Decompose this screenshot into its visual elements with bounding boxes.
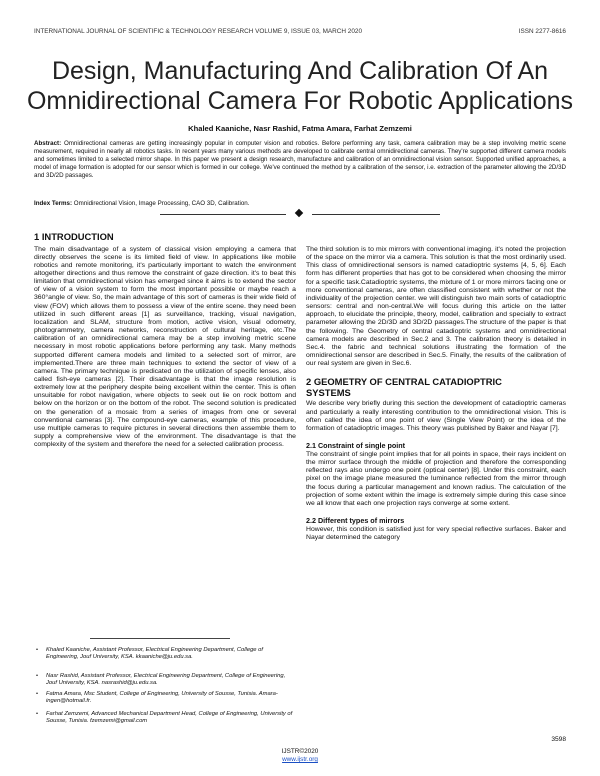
subsection-2-1-heading: 2.1 Constraint of single point <box>306 440 406 450</box>
diamond-icon <box>295 209 303 217</box>
divider-line-right <box>312 214 440 215</box>
footnote-rule <box>90 638 230 639</box>
bullet-icon: • <box>36 647 39 653</box>
footnote-1 <box>34 647 296 662</box>
footer-website-link[interactable]: www.ijstr.org <box>282 756 318 763</box>
subsection-2-2-paragraph: However, this condition is satisfied just for very special reflective surfaces. Baker and Nayar determined the category <box>306 526 566 542</box>
right-column <box>306 246 566 542</box>
footnote-3-text: Fatma Amara, Msc Student, College of Engineering, University of Sousse, Tunisia. Amara-ingen@hotmail.fr. <box>46 691 278 705</box>
section-divider <box>160 209 440 219</box>
section-2-paragraph: We describe very briefly during this section the development of catadioptric cameras and particularly a really interesting contribution to the omnidirectional vision. This is often called the idea of one point of view (Single View Point) or the idea of the formation of catadioptric images. This theory was published by Baker and Nayar [7]. <box>306 400 566 432</box>
footnote-4-text: Farhat Zemzemi, Advanced Mechanical Department Head, College of Engineering, University of Sousse, Tunisia. fzemzemi@gmail.com <box>46 711 293 725</box>
left-column <box>34 232 296 449</box>
index-terms-text: Omnidirectional Vision, Image Processing, CAO 3D, Calibration. <box>73 200 250 207</box>
page-number: 3598 <box>551 736 566 743</box>
bullet-icon: • <box>36 673 39 679</box>
footnote-3 <box>34 691 296 706</box>
author-list: Khaled Kaaniche, Nasr Rashid, Fatma Amara, Farhat Zemzemi <box>188 124 412 133</box>
journal-name: INTERNATIONAL JOURNAL OF SCIENTIFIC & TECHNOLOGY RESEARCH VOLUME 9, ISSUE 03, MARCH 2020 <box>34 28 363 35</box>
footnote-1-text: Khaled Kaaniche, Assistant Professor, Electrical Engineering Department, College of Engineering, Jouf University, KSA. kkaaniche@ju.edu.sa. <box>46 647 263 661</box>
bullet-icon: • <box>36 691 39 697</box>
footnote-2-text: Nasr Rashid, Assistant Professor, Electrical Engineering Department, College of Engineering, Jouf University, KSA. nasrashid@ju.edu.sa. <box>46 673 286 687</box>
title-line-1: Design, Manufacturing And Calibration Of An <box>51 57 549 85</box>
divider-line-left <box>160 214 286 215</box>
footnote-4 <box>34 711 296 726</box>
section-1-heading: 1 INTRODUCTION <box>34 231 114 242</box>
running-header <box>34 28 566 40</box>
section-1-paragraph: The main disadvantage of a system of classical vision employing a camera that directly observes the scene is its limited field of view. In applications like mobile robotics and remote monitoring, it's particularly important to watch the environment altogether directions and thus remove the constraint of gaze direction. it's to beat this limitation that omnidirectional vision has emerged since it aims is to extend the sector of view of a vision system to form the most important possible or maybe reach a 360°angle of view. So, the main advantage of this sort of cameras is their wide field of view (FOV) which allows them to possess a view of the entire scene. they need been utilized in such different areas [1] as surveillance, tracking, visual navigation, localization and SLAM, structure from motion, active vision, visual odometry, photogrammetry, camera networks, reconstruction of cultural heritage, etc.The calibration of an omnidirectional camera may be a step involving metric scene necessary in most robotic applications before performing any task. Many methods supported different camera models and limited to a selected sort of mirror, are implemented.There are three main techniques to extend the sector of view of a camera. The primary technique is predicated on the utilization of specific lenses, also called fish-eye cameras [2]. Their disadvantage is that the image resolution is extremely low at the periphery despite being excellent within the center. This is often unsuitable for robot navigation, where objects to seek out lie on rock bottom and below on the horizon or on the bottom of the robot. The second solution is predicated on the generation of a mosaic from a series of images from one or several conventional cameras [3]. The compound-eye cameras, example of this procedure, use multiple cameras to require pictures in several directions then assemble them to supply a comprehensive view of the environment. The disadvantage is that the complexity of the system and therefore the need for a selected calibration process. <box>34 245 296 449</box>
index-terms-label: Index Terms: <box>34 200 73 207</box>
abstract <box>34 140 566 180</box>
bullet-icon: • <box>36 711 39 717</box>
index-terms <box>34 200 566 208</box>
subsection-2-2-heading: 2.2 Different types of mirrors <box>306 516 405 526</box>
paper-title <box>20 56 580 116</box>
footer-copyright: IJSTR©2020 <box>281 748 319 755</box>
section-1-paragraph-2: The third solution is to mix mirrors with conventional imaging. it's noted the projection of the space on the mirror via a camera. This solution is that the most ordinarily used. This class of omnidirectional sensors is named catadioptric systems [4, 5, 6]. Each form has different properties that has got to be considered when choosing the mirror for a specific task.Catadioptric systems, the mixture of 1 or more mirrors facing one or more conventional cameras, are often classified consistent with whether or not the individuality of the projection center. we will distinguish two main sorts of catadioptric sensors: central and non-central.We will focus during this article on the latter approach, to elucidate the principle, theory, model, calibration and specially to extract parameter allowing the 2D/3D and 3D/2D passages.The structure of the paper is that the following. The Geometry of central catadioptric systems and omnidirectional camera models are described in Sec.2 and 3. The calibration theory is detailed in Sec.4. the fabric and technical solutions illustrating the formation of the omnidirectional sensor are described in Sec.5. Finally, the results of the calibration of our real system are given in Sec.6. <box>306 246 566 368</box>
section-2-heading-line-2: SYSTEMS <box>306 386 351 398</box>
issn: ISSN 2277-8616 <box>518 28 566 35</box>
section-2-heading <box>306 377 566 398</box>
page-footer <box>0 748 600 764</box>
abstract-text: Omnidirectional cameras are getting increasingly popular in computer vision and robotics. Before performing any task, camera calibration may be a step involving metric scene measurement, required in nearly all robotics tasks. In recent years many various methods are developed to calibrate central omnidirectional cameras. They're supported different camera models and sometimes limited to a selected mirror shape. In this paper we present a design research, manufacture and calibration of an omnidirectional vision sensor. Supported unified approaches, a model of image formation is adopted for our sensor which is formed in our college. We've continued the method by a calibration of the sensor, i.e. extraction of the parameter allowing the 2D/3D and 3D/2D passages. <box>34 140 566 180</box>
abstract-label: Abstract: <box>34 140 62 147</box>
footnote-2 <box>34 673 296 688</box>
subsection-2-1-paragraph: The constraint of single point implies that for all points in space, their rays incident on the mirror surface through the middle of projection and therefore the corresponding reflected rays also undergo one point (optical center) [8]. Under this constraint, each pixel on the image plane measured the luminance reflected from the mirror through the focus during a particular management and known radius. The calculation of the projection of some extent within the image is extremely simple during this case since we all know that each one projection rays converge at some extent. <box>306 450 566 507</box>
section-2-heading-line-1: 2 GEOMETRY OF CENTRAL CATADIOPTRIC <box>306 376 502 388</box>
title-line-2: Omnidirectional Camera For Robotic Applications <box>26 87 574 115</box>
